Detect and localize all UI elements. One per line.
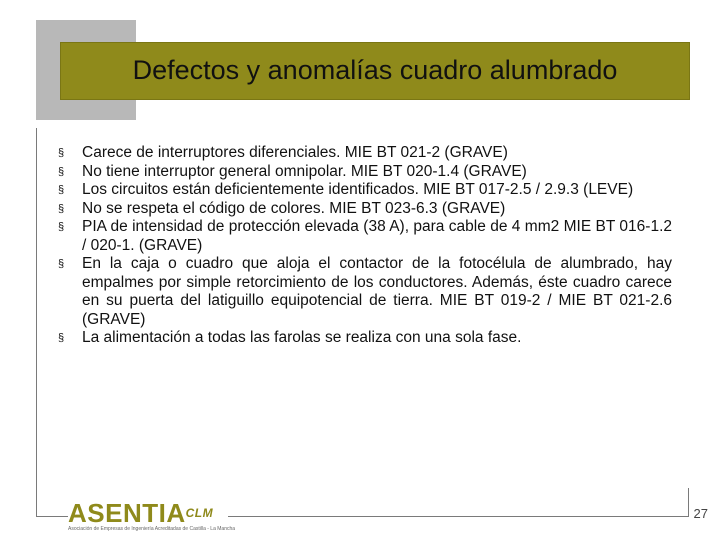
bullet-list	[58, 144, 672, 348]
asentia-logo	[68, 498, 236, 540]
bullet-text: Carece de interruptores diferenciales. MIE BT 021-2 (GRAVE)	[82, 144, 508, 161]
bullet-item	[58, 163, 672, 182]
bullet-icon: §	[58, 332, 65, 344]
logo-suffix: CLM	[185, 506, 214, 520]
bullet-icon: §	[58, 202, 65, 215]
bullet-item	[58, 329, 672, 348]
bullet-item	[58, 144, 672, 163]
bullet-icon: §	[58, 147, 65, 159]
bullet-icon: §	[58, 258, 65, 270]
page-number: 27	[693, 506, 708, 521]
bullet-text: Los circuitos están deficientemente identificados. MIE BT 017-2.5 / 2.9.3 (LEVE)	[82, 181, 634, 198]
bullet-icon: §	[58, 221, 65, 233]
logo-name: ASENTIA	[68, 498, 186, 528]
title-bar	[60, 42, 690, 100]
bullet-text: PIA de intensidad de protección elevada (38 A), para cable de 4 mm2 MIE BT 016-1.2 / 020-1. (GRAVE)	[82, 218, 672, 254]
slide-title: Defectos y anomalías cuadro alumbrado	[132, 55, 618, 85]
bullet-item	[58, 200, 672, 219]
frame-left-line	[36, 128, 37, 516]
bullet-text: No tiene interruptor general omnipolar. MIE BT 020-1.4 (GRAVE)	[82, 162, 527, 180]
frame-right-line	[688, 488, 689, 517]
logo-subtitle: Asociación de Empresas de Ingeniería Acreditadas de Castilla - La Mancha	[68, 526, 236, 532]
bullet-item	[58, 181, 672, 200]
bullet-item	[58, 218, 672, 255]
bullet-icon: §	[58, 165, 65, 178]
bullet-text: La alimentación a todas las farolas se realiza con una sola fase.	[82, 329, 522, 346]
bullet-item	[58, 255, 672, 329]
bullet-text: En la caja o cuadro que aloja el contactor de la fotocélula de alumbrado, hay empalmes por simple retorcimiento de los conductores. Además, éste cuadro carece en su puerta del latiguillo equipotencial de tierra. MIE BT 019-2 / MIE BT 021-2.6 (GRAVE)	[82, 255, 672, 328]
bullet-text: No se respeta el código de colores. MIE BT 023-6.3 (GRAVE)	[82, 199, 506, 217]
bullet-icon: §	[58, 184, 65, 196]
